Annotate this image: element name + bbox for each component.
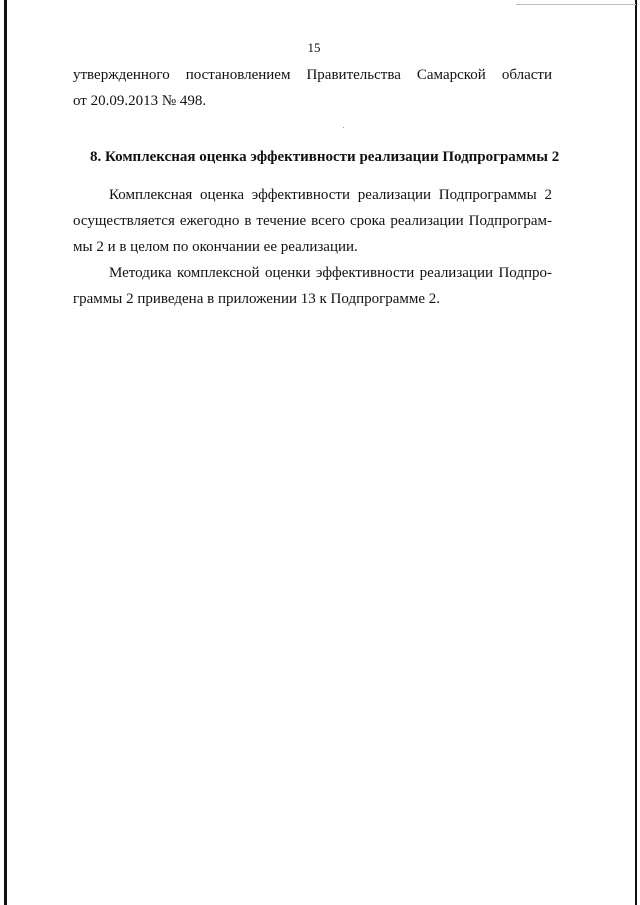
scan-top-mark xyxy=(516,4,636,5)
paragraph-2-line-1: Методика комплексной оценки эффективности реализации Подпро- xyxy=(109,265,552,281)
page-number: 15 xyxy=(307,40,321,55)
intro-line-2: от 20.09.2013 № 498. xyxy=(73,93,207,109)
paragraph-1-line-3: мы 2 и в целом по окончании ее реализации. xyxy=(73,239,358,255)
paragraph-1-line-1: Комплексная оценка эффективности реализации Подпрограммы 2 xyxy=(109,187,552,203)
paragraph-2-line-2: граммы 2 приведена в приложении 13 к Подпрограмме 2. xyxy=(73,291,441,307)
scan-right-edge xyxy=(635,0,637,905)
intro-line-1: утвержденного постановлением Правительства Самарской области xyxy=(73,67,552,83)
scan-artifact-dot xyxy=(343,127,344,128)
paragraph-1-line-2: осуществляется ежегодно в течение всего срока реализации Подпрограм- xyxy=(73,213,552,229)
scan-left-edge xyxy=(4,0,7,905)
section-heading: 8. Комплексная оценка эффективности реализации Подпрограммы 2 xyxy=(90,149,560,165)
